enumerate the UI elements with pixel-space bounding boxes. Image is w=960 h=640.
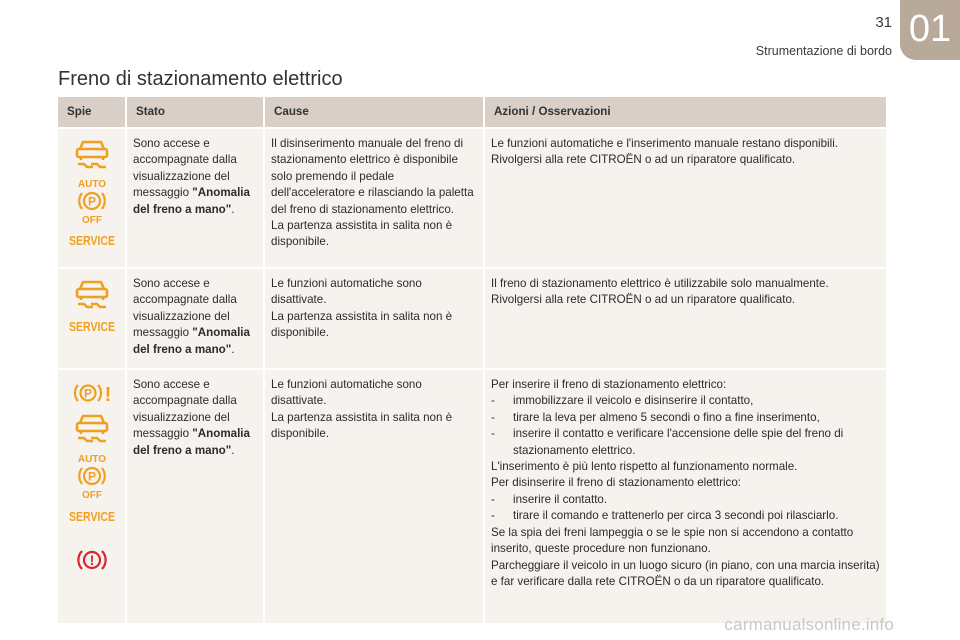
- list-item: - inserire il contatto e verificare l'accensione delle spie del freno di stazionamento elettrico.: [491, 426, 880, 459]
- svg-text:P: P: [83, 386, 92, 401]
- stato-cell: Sono accese e accompagnate dalla visualizzazione del messaggio "Anomalia del freno a mano".: [126, 268, 264, 369]
- warning-lights-table: [58, 97, 886, 623]
- page-number: 31: [875, 14, 892, 31]
- service-icon: [67, 507, 117, 525]
- svg-text:!: !: [89, 552, 94, 569]
- svg-text:OFF: OFF: [81, 215, 102, 226]
- svg-text:SERVICE: SERVICE: [68, 319, 115, 334]
- svg-text:P: P: [87, 469, 96, 484]
- brake-car-icon: [74, 413, 110, 445]
- list-item: - tirare il comando e trattenerlo per circa 3 secondi poi rilasciarlo.: [491, 508, 880, 524]
- svg-text:SERVICE: SERVICE: [68, 233, 115, 248]
- table-row: [58, 128, 886, 268]
- svg-text:P: P: [87, 194, 96, 209]
- brake-car-icon: [74, 279, 110, 311]
- column-header: Azioni / Osservazioni: [484, 97, 886, 128]
- chapter-tab: 01: [900, 0, 960, 60]
- column-header: Cause: [264, 97, 484, 128]
- table-row: [58, 369, 886, 623]
- cause-cell: Le funzioni automatiche sono disattivate. La partenza assistita in salita non è disponibile.: [264, 268, 484, 369]
- brake-car-icon: [74, 139, 110, 171]
- svg-text:OFF: OFF: [81, 490, 102, 502]
- azioni-cell: Le funzioni automatiche e l'inserimento manuale restano disponibili. Rivolgersi alla rete CITROËN o ad un riparatore qualificato.: [484, 128, 886, 268]
- column-header: Spie: [58, 97, 126, 128]
- list-item: - inserire il contatto.: [491, 492, 880, 508]
- list-item: - immobilizzare il veicolo e disinserire il contatto,: [491, 393, 880, 409]
- steps-list: [491, 393, 880, 459]
- auto-off-parking-icon: [74, 177, 110, 225]
- table-header-row: [58, 97, 886, 128]
- icons-cell: [58, 268, 126, 369]
- auto-off-parking-icon: [74, 452, 110, 500]
- svg-text:AUTO: AUTO: [77, 179, 106, 190]
- list-item: - tirare la leva per almeno 5 secondi o fino a fine inserimento,: [491, 410, 880, 426]
- cause-cell: Le funzioni automatiche sono disattivate. La partenza assistita in salita non è disponibile.: [264, 369, 484, 623]
- column-header: Stato: [126, 97, 264, 128]
- service-icon: [67, 317, 117, 335]
- svg-text:!: !: [104, 384, 111, 407]
- stato-cell: Sono accese e accompagnate dalla visualizzazione del messaggio "Anomalia del freno a mano".: [126, 128, 264, 268]
- svg-text:AUTO: AUTO: [77, 454, 106, 466]
- parking-warning-icon: [70, 380, 114, 406]
- service-icon: [67, 231, 117, 249]
- azioni-cell: Il freno di stazionamento elettrico è utilizzabile solo manualmente. Rivolgersi alla rete CITROËN o ad un riparatore qualificato.: [484, 268, 886, 369]
- steps-list: [491, 492, 880, 525]
- page-title: Freno di stazionamento elettrico: [58, 68, 343, 90]
- watermark: carmanualsonline.info: [724, 615, 894, 634]
- brake-alert-icon: [74, 546, 110, 574]
- svg-text:SERVICE: SERVICE: [68, 509, 115, 525]
- cause-cell: Il disinserimento manuale del freno di stazionamento elettrico è disponibile solo premendo il pedale dell'acceleratore e rilasciando la paletta del freno di stazionamento elettrico. La partenza assistita in salita non è disponibile.: [264, 128, 484, 268]
- stato-cell: Sono accese e accompagnate dalla visualizzazione del messaggio "Anomalia del freno a mano".: [126, 369, 264, 623]
- icons-cell: [58, 128, 126, 268]
- azioni-cell: Per inserire il freno di stazionamento elettrico: - immobilizzare il veicolo e disinserire il contatto, - tirare la leva per almeno 5 secondi o fino a fine inserimento, - inserire il contatto e verificare l'accensione delle spie del freno di stazionamento elettrico. L'inserimento è più lento rispetto al funzionamento normale. Per disinserire il freno di stazionamento elettrico: - inserire il contatto. - tirare il comando e trattenerlo per circa 3 secondi poi rilasciarlo. Se la spia dei freni lampeggia o se le spie non si accendono a contatto inserito, queste procedure non funzionano. Parcheggiare il veicolo in un luogo sicuro (in piano, con una marcia inserita) e far verificare dalla rete CITROËN o da un riparatore qualificato.: [484, 369, 886, 623]
- table-row: [58, 268, 886, 369]
- icons-cell: [58, 369, 126, 623]
- section-title: Strumentazione di bordo: [755, 44, 892, 58]
